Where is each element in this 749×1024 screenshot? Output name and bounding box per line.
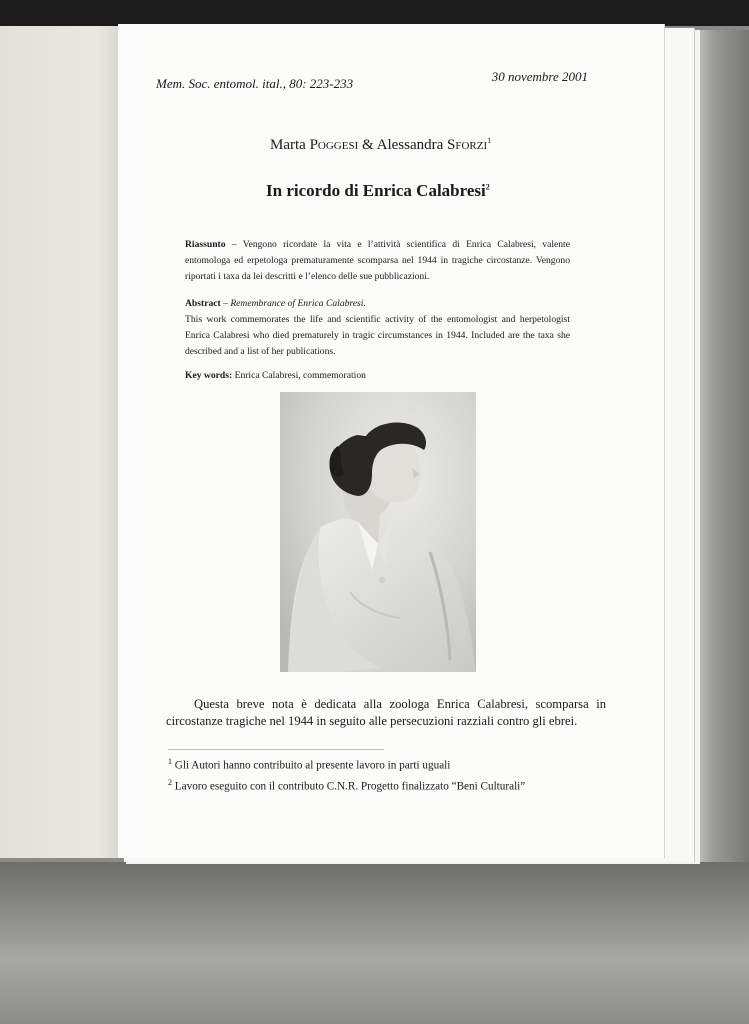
author-1-given: Marta bbox=[270, 137, 306, 153]
footnote-2-mark: 2 bbox=[168, 778, 172, 787]
footnote-2 bbox=[168, 778, 525, 793]
facing-page bbox=[0, 26, 122, 858]
footnote-1-mark: 1 bbox=[168, 757, 172, 766]
riassunto-block bbox=[185, 237, 570, 285]
footnote-2-text: Lavoro eseguito con il contributo C.N.R. Progetto finalizzato “Beni Culturali” bbox=[174, 780, 526, 793]
riassunto-dash: – bbox=[231, 239, 237, 250]
abstract-block bbox=[185, 296, 570, 360]
abstract-text: This work commemorates the life and scientific activity of the entomologist and herpetologist Enrica Calabresi who died prematurely in tragic circumstances in 1944. Included are the taxa she described and a list of her publications. bbox=[185, 314, 570, 357]
title-footnote-mark: 2 bbox=[485, 182, 490, 192]
riassunto-label: Riassunto bbox=[185, 239, 226, 250]
body-paragraph bbox=[166, 696, 606, 730]
journal-citation: Mem. Soc. entomol. ital., 80: 223-233 bbox=[156, 76, 354, 91]
author-1-surname: Poggesi bbox=[309, 137, 359, 153]
footnote-rule bbox=[168, 749, 384, 750]
author-2-surname: Sforzi bbox=[447, 137, 488, 153]
abstract-label: Abstract bbox=[185, 298, 221, 309]
footnote-1 bbox=[168, 757, 450, 772]
riassunto-text: Vengono ricordate la vita e l’attività scientifica di Enrica Calabresi, valente entomologa ed erpetologa prematuramente scomparsa nel 1944 in tragiche circostanze. Vengono riportati i taxa da lei descritti e l’elenco delle sue pubblicazioni. bbox=[185, 239, 570, 282]
scanner-border-bottom bbox=[0, 862, 749, 1024]
keywords-text: Enrica Calabresi, commemoration bbox=[234, 370, 366, 381]
portrait-photo bbox=[280, 392, 476, 672]
keywords-block bbox=[185, 368, 570, 384]
abstract-subtitle: Remembrance of Enrica Calabresi. bbox=[230, 298, 366, 309]
publication-date: 30 novembre 2001 bbox=[491, 69, 588, 84]
document-page bbox=[118, 24, 664, 858]
body-paragraph-text: Questa breve nota è dedicata alla zoologa Enrica Calabresi, scomparsa in circostanze tragiche nel 1944 in seguito alle persecuzioni razziali contro gli ebrei. bbox=[166, 697, 606, 728]
portrait-illustration bbox=[280, 392, 476, 672]
abstract-dash: – bbox=[223, 298, 228, 309]
keywords-label: Key words: bbox=[185, 370, 233, 381]
article-title-text: In ricordo di Enrica Calabresi bbox=[266, 181, 486, 200]
footnote-1-text: Gli Autori hanno contribuito al presente lavoro in parti uguali bbox=[174, 759, 451, 772]
scanner-border-top bbox=[0, 0, 749, 26]
article-title bbox=[266, 181, 490, 201]
author-2-given: Alessandra bbox=[376, 137, 444, 153]
author-footnote-mark: 1 bbox=[487, 136, 492, 145]
author-line bbox=[270, 136, 491, 154]
author-connector: & bbox=[362, 137, 374, 153]
